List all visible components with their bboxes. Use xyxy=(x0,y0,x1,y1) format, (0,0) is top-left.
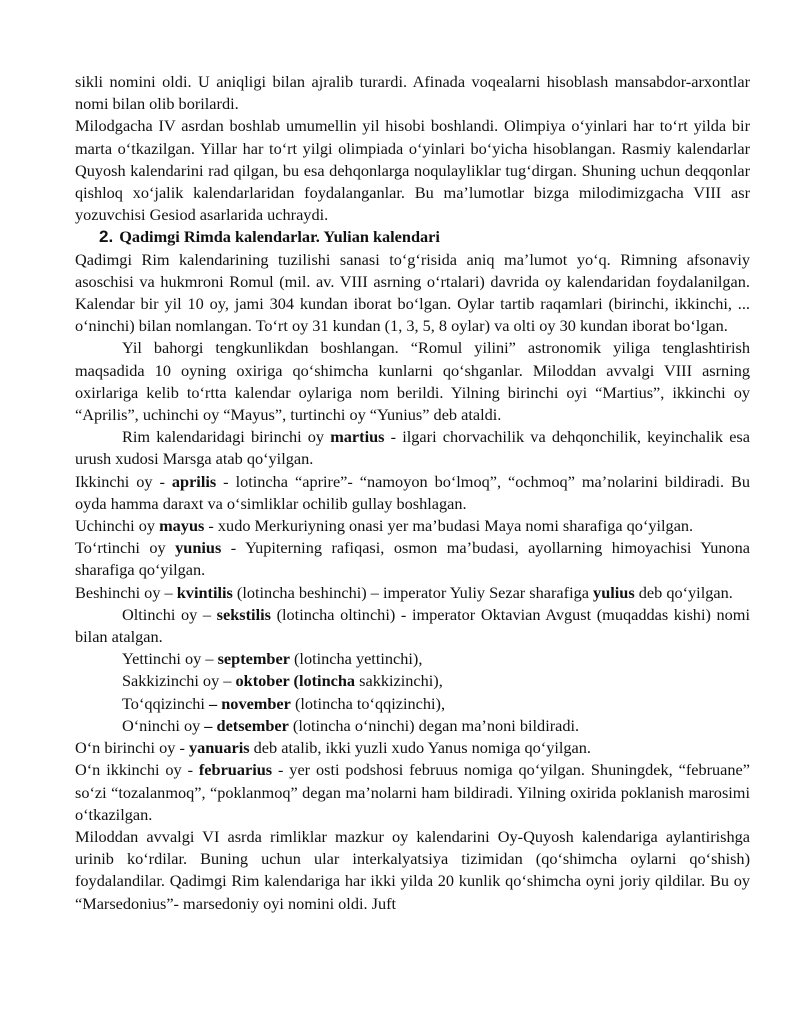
paragraph xyxy=(75,426,750,470)
bold-term: yanuaris xyxy=(188,738,250,758)
bold-term: – detsember xyxy=(204,715,289,735)
bold-term: september xyxy=(217,649,290,669)
paragraph xyxy=(75,715,750,737)
text-run: Miloddan avvalgi VI asrda rimliklar mazkur oy kalendarini Oy-Quyosh kalendariga aylantirishga urinib ko‘rdilar. Buning uchun ular interkalyatsiya tizimidan (qo‘shimcha oylarni qo‘shish) foydalandilar. Qadimgi Rim kalendariga har ikki yilda 20 kunlik qo‘shimcha oyni joriy qildilar. Bu oy “Marsedonius”- marsedoniy oyi nomini oldi. Juft xyxy=(75,826,750,913)
text-run: To‘rtinchi oy xyxy=(75,538,176,558)
paragraph xyxy=(75,471,750,515)
section-number: 2. xyxy=(99,227,114,247)
bold-term: sekstilis xyxy=(216,604,271,624)
text-run: deb qo‘yilgan. xyxy=(634,582,733,602)
paragraph xyxy=(75,582,750,604)
paragraph xyxy=(75,604,750,648)
paragraph xyxy=(75,648,750,670)
paragraph xyxy=(75,737,750,759)
bold-term: mayus xyxy=(159,516,205,536)
paragraph xyxy=(75,71,750,115)
text-run: Rim kalendaridagi birinchi oy xyxy=(122,427,331,447)
text-run: sakkizinchi), xyxy=(355,671,443,691)
text-run: (lotincha beshinchi) – imperator Yuliy Sezar sharafiga xyxy=(232,582,594,602)
text-run: Sakkizinchi oy – xyxy=(122,671,236,691)
text-run: Beshinchi oy – xyxy=(75,582,177,602)
paragraph xyxy=(75,337,750,426)
text-run: O‘n birinchi oy - xyxy=(75,738,189,758)
text-run: - Yupiterning rafiqasi, osmon ma’budasi, ayollarning himoyachisi Yunona sharafiga qo‘yilgan. xyxy=(75,538,751,580)
paragraph xyxy=(75,249,750,338)
document-page xyxy=(75,71,750,915)
paragraph xyxy=(75,537,750,581)
text-run: (lotincha o‘ninchi) degan ma’noni bildiradi. xyxy=(288,715,580,735)
text-run: (lotincha yettinchi), xyxy=(289,649,423,669)
paragraph xyxy=(75,759,750,826)
text-run: Yil bahorgi tengkunlikdan boshlangan. “Romul yilini” astronomik yiliga tenglashtirish maqsadida 10 oyning oxiriga qo‘shimcha kunlarni qo‘shganlar. Miloddan avvalgi VIII asrning oxirlariga kelib to‘rtta kalendar oylariga nom berildi. Yilning birinchi oyi “Martius”, ikkinchi oy “Aprilis”, uchinchi oy “Mayus”, turtinchi oy “Yunius” deb ataldi. xyxy=(75,338,750,425)
intro-section xyxy=(75,71,750,226)
text-run: - xudo Merkuriyning onasi yer ma’budasi Maya nomi sharafiga qo‘yilgan. xyxy=(204,516,694,536)
text-run: Yettinchi oy – xyxy=(122,649,218,669)
text-run: Uchinchi oy xyxy=(75,516,160,536)
text-run: (lotincha to‘qqizinchi), xyxy=(290,693,446,713)
text-run: Qadimgi Rim kalendarining tuzilishi sanasi to‘g‘risida aniq ma’lumot yo‘q. Rimning afsonaviy asoschisi va hukmroni Romul (mil. av. VIII asrning o‘rtalari) davrida oy kalendaridan foydalanilgan. Kalendar bir yil 10 oy, jami 304 kundan iborat bo‘lgan. Oylar tartib raqamlari (birinchi, ikkinchi, ... o‘ninchi) bilan nomlangan. To‘rt oy 31 kundan (1, 3, 5, 8 oylar) va olti oy 30 kundan iborat bo‘lgan. xyxy=(75,249,750,336)
text-run: sikli nomini oldi. U aniqligi bilan ajralib turardi. Afinada voqealarni hisoblash mansabdor-arxontlar nomi bilan olib borilardi. xyxy=(75,72,750,114)
paragraph xyxy=(75,515,750,537)
text-run: O‘ninchi oy xyxy=(122,715,205,735)
bold-term: yunius xyxy=(175,538,222,558)
bold-term: yulius xyxy=(593,582,635,602)
text-run: - lotincha “aprire”- “namoyon bo‘lmoq”, “ochmoq” ma’nolarini bildiradi. Bu oyda hamma daraxt va o‘simliklar ochilib gullay boshlagan. xyxy=(75,471,751,513)
paragraph xyxy=(75,693,750,715)
body-section xyxy=(75,249,750,915)
bold-term: oktober (lotincha xyxy=(235,671,356,691)
bold-term: martius xyxy=(330,427,385,447)
text-run: To‘qqizinchi xyxy=(122,693,210,713)
text-run: (lotincha oltinchi) - imperator Oktavian Avgust (muqaddas kishi) nomi bilan atalgan. xyxy=(75,604,750,647)
bold-term: februarius xyxy=(198,760,273,780)
text-run: - yer osti podshosi februus nomiga qo‘yilgan. Shuningdek, “februane” so‘zi “tozalanmoq”, “poklanmoq” degan ma’nolarni ham bildiradi. Yilning oxirida poklanish marosimi o‘tkazilgan. xyxy=(75,760,750,824)
bold-term: kvintilis xyxy=(176,582,233,602)
paragraph xyxy=(75,670,750,692)
paragraph xyxy=(75,826,750,915)
section-title: Qadimgi Rimda kalendarlar. Yulian kalendari xyxy=(119,227,440,247)
section-heading xyxy=(75,226,750,248)
text-run: - ilgari chorvachilik va dehqonchilik, keyinchalik esa urush xudosi Marsga atab qo‘yilgan. xyxy=(75,427,750,469)
text-run: O‘n ikkinchi oy - xyxy=(75,760,199,780)
text-run: Milodgacha IV asrdan boshlab umumellin yil hisobi boshlandi. Olimpiya o‘yinlari har to‘rt yilda bir marta o‘tkazilgan. Yillar har to‘rt yilgi olimpiada o‘yinlari bo‘yicha hisoblangan. Rasmiy kalendarlar Quyosh kalendarini rad qilgan, bu esa dehqonlarga noqulayliklar tug‘dirgan. Shuning uchun deqqonlar qishloq xo‘jalik kalendarlaridan foydalanganlar. Bu ma’lumotlar bizga milodimizgacha VIII asr yozuvchisi Gesiod asarlarida uchraydi. xyxy=(75,116,750,225)
text-run: deb atalib, ikki yuzli xudo Yanus nomiga qo‘yilgan. xyxy=(249,738,591,758)
bold-term: – november xyxy=(209,693,291,713)
bold-term: aprilis xyxy=(171,471,217,491)
text-run: Oltinchi oy – xyxy=(122,604,217,624)
text-run: Ikkinchi oy - xyxy=(75,471,172,491)
paragraph xyxy=(75,115,750,226)
